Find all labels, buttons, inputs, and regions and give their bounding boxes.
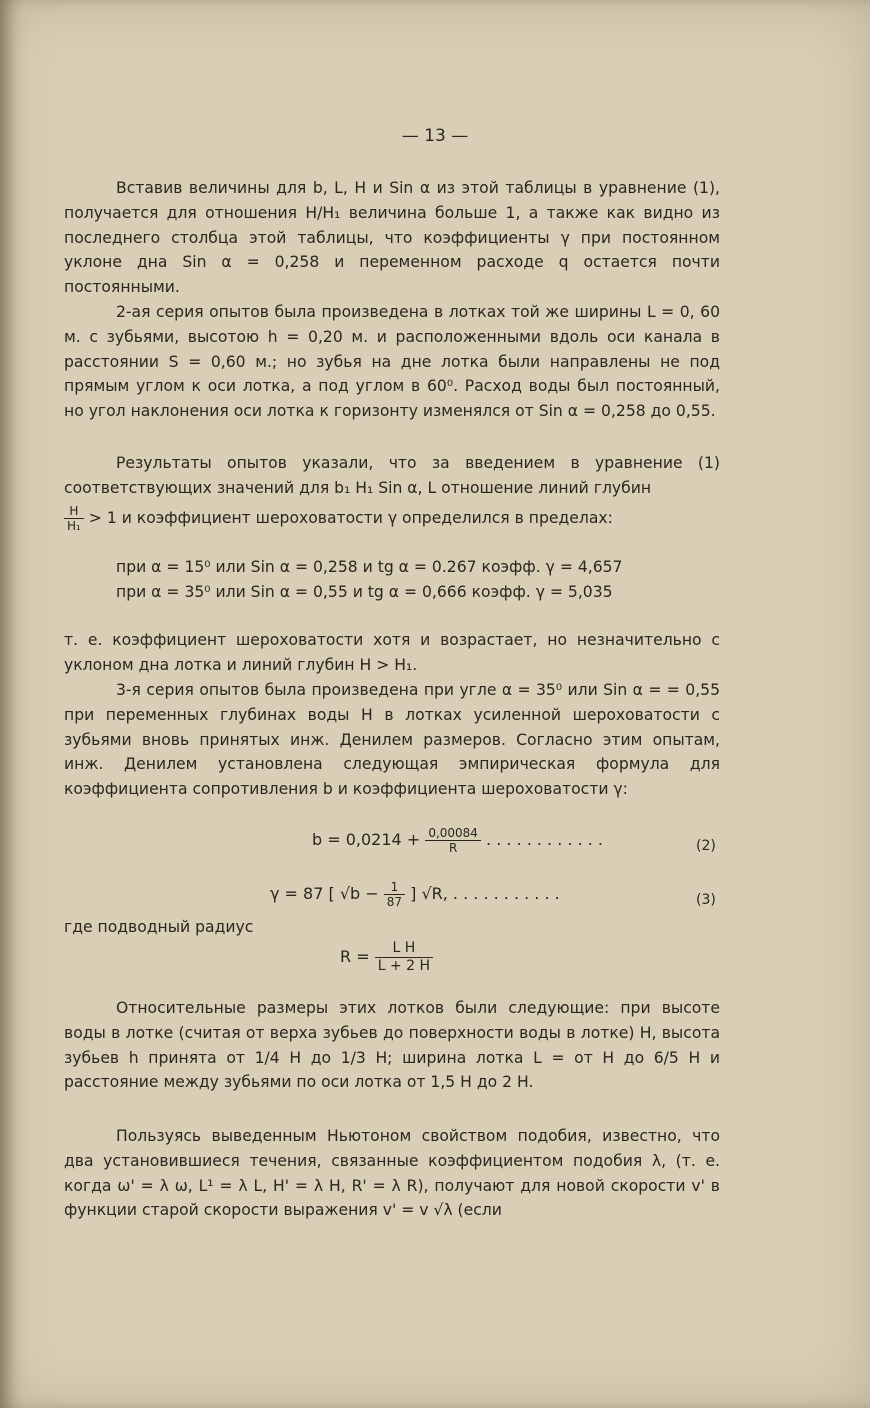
- paragraph-1: Вставив величины для b, L, H и Sin α из этой таблицы в уравнение (1), получается для отношения H/H₁ величина больше 1, а также как видно из последнего столбца этой таблицы, что коэффициенты γ при постоянном уклоне дна Sin α = 0,258 и переменном расходе q остается почти постоянными.: [64, 179, 720, 297]
- paragraph-7: Пользуясь выведенным Ньютоном свойством подобия, известно, что два установившиеся течения, связанные коэффициентом подобия λ, (т. е. когда ω' = λ ω, L¹ = λ L, H' = λ H, R' = λ R), получают для новой скорости v' в функции старой скорости выражения v' = v √λ (если: [64, 1127, 720, 1220]
- equation-number-2: (2): [696, 838, 716, 854]
- page-number: — 13 —: [401, 126, 469, 146]
- formula-3: γ = 87 [ √b − $\frac{1}{87}$ ] √R, . . . . . . . . . . .: [270, 880, 560, 909]
- paragraph-5: 3-я серия опытов была произведена при угле α = 35⁰ или Sin α = = 0,55 при переменных глубинах воды H в лотках усиленной шероховатости с зубьями вновь принятых инж. Денилем размеров. Согласно этим опытам, инж. Денилем установлена следующая эмпирическая формула для коэффициента сопротивления b и коэффициента шероховатости γ:: [64, 681, 720, 799]
- formula-2: b = 0,0214 + $\frac{0,00084}{R}$ . . . . . . . . . . . .: [312, 826, 603, 855]
- case-2: при α = 35⁰ или Sin α = 0,55 и tg α = 0,666 коэфф. γ = 5,035: [116, 583, 613, 601]
- ratio-fraction: $\frac{H}{\text{H₁}}$: [64, 504, 84, 533]
- paragraph-3: Результаты опытов указали, что за введением в уравнение (1) соответствующих значений для b₁ H₁ Sin α, L отношение линий глубин: [64, 454, 720, 497]
- equation-number-3: (3): [696, 892, 716, 908]
- paragraph-6: Относительные размеры этих лотков были следующие: при высоте воды в лотке (считая от верха зубьев до поверхности воды в лотке) H, высота зубьев h принята от 1/4 H до 1/3 H; ширина лотка L = от H до 6/5 H и расстояние между зубьями по оси лотка от 1,5 H до 2 H.: [64, 999, 720, 1092]
- paragraph-2: 2-ая серия опытов была произведена в лотках той же ширины L = 0, 60 м. с зубьями, высотою h = 0,20 м. и расположенными вдоль оси канала в расстоянии S = 0,60 м.; но зубья на дне лотка были направлены не под прямым углом к оси лотка, а под углом в 60⁰. Расход воды был постоянный, но угол наклонения оси лотка к горизонту изменялся от Sin α = 0,258 до 0,55.: [64, 303, 720, 421]
- ratio-line: [64, 504, 613, 533]
- where-label: где подводный радиус: [64, 918, 254, 936]
- formula-R: R = $\frac{\text{L H}}{L + 2 H}$: [340, 940, 433, 975]
- ratio-text: > 1 и коэффициент шероховатости γ определился в пределах:: [83, 509, 613, 527]
- paragraph-4: т. е. коэффициент шероховатости хотя и возрастает, но незначительно с уклоном дна лотка и линий глубин H > H₁.: [64, 631, 720, 674]
- case-1: при α = 15⁰ или Sin α = 0,258 и tg α = 0.267 коэфф. γ = 4,657: [116, 558, 623, 576]
